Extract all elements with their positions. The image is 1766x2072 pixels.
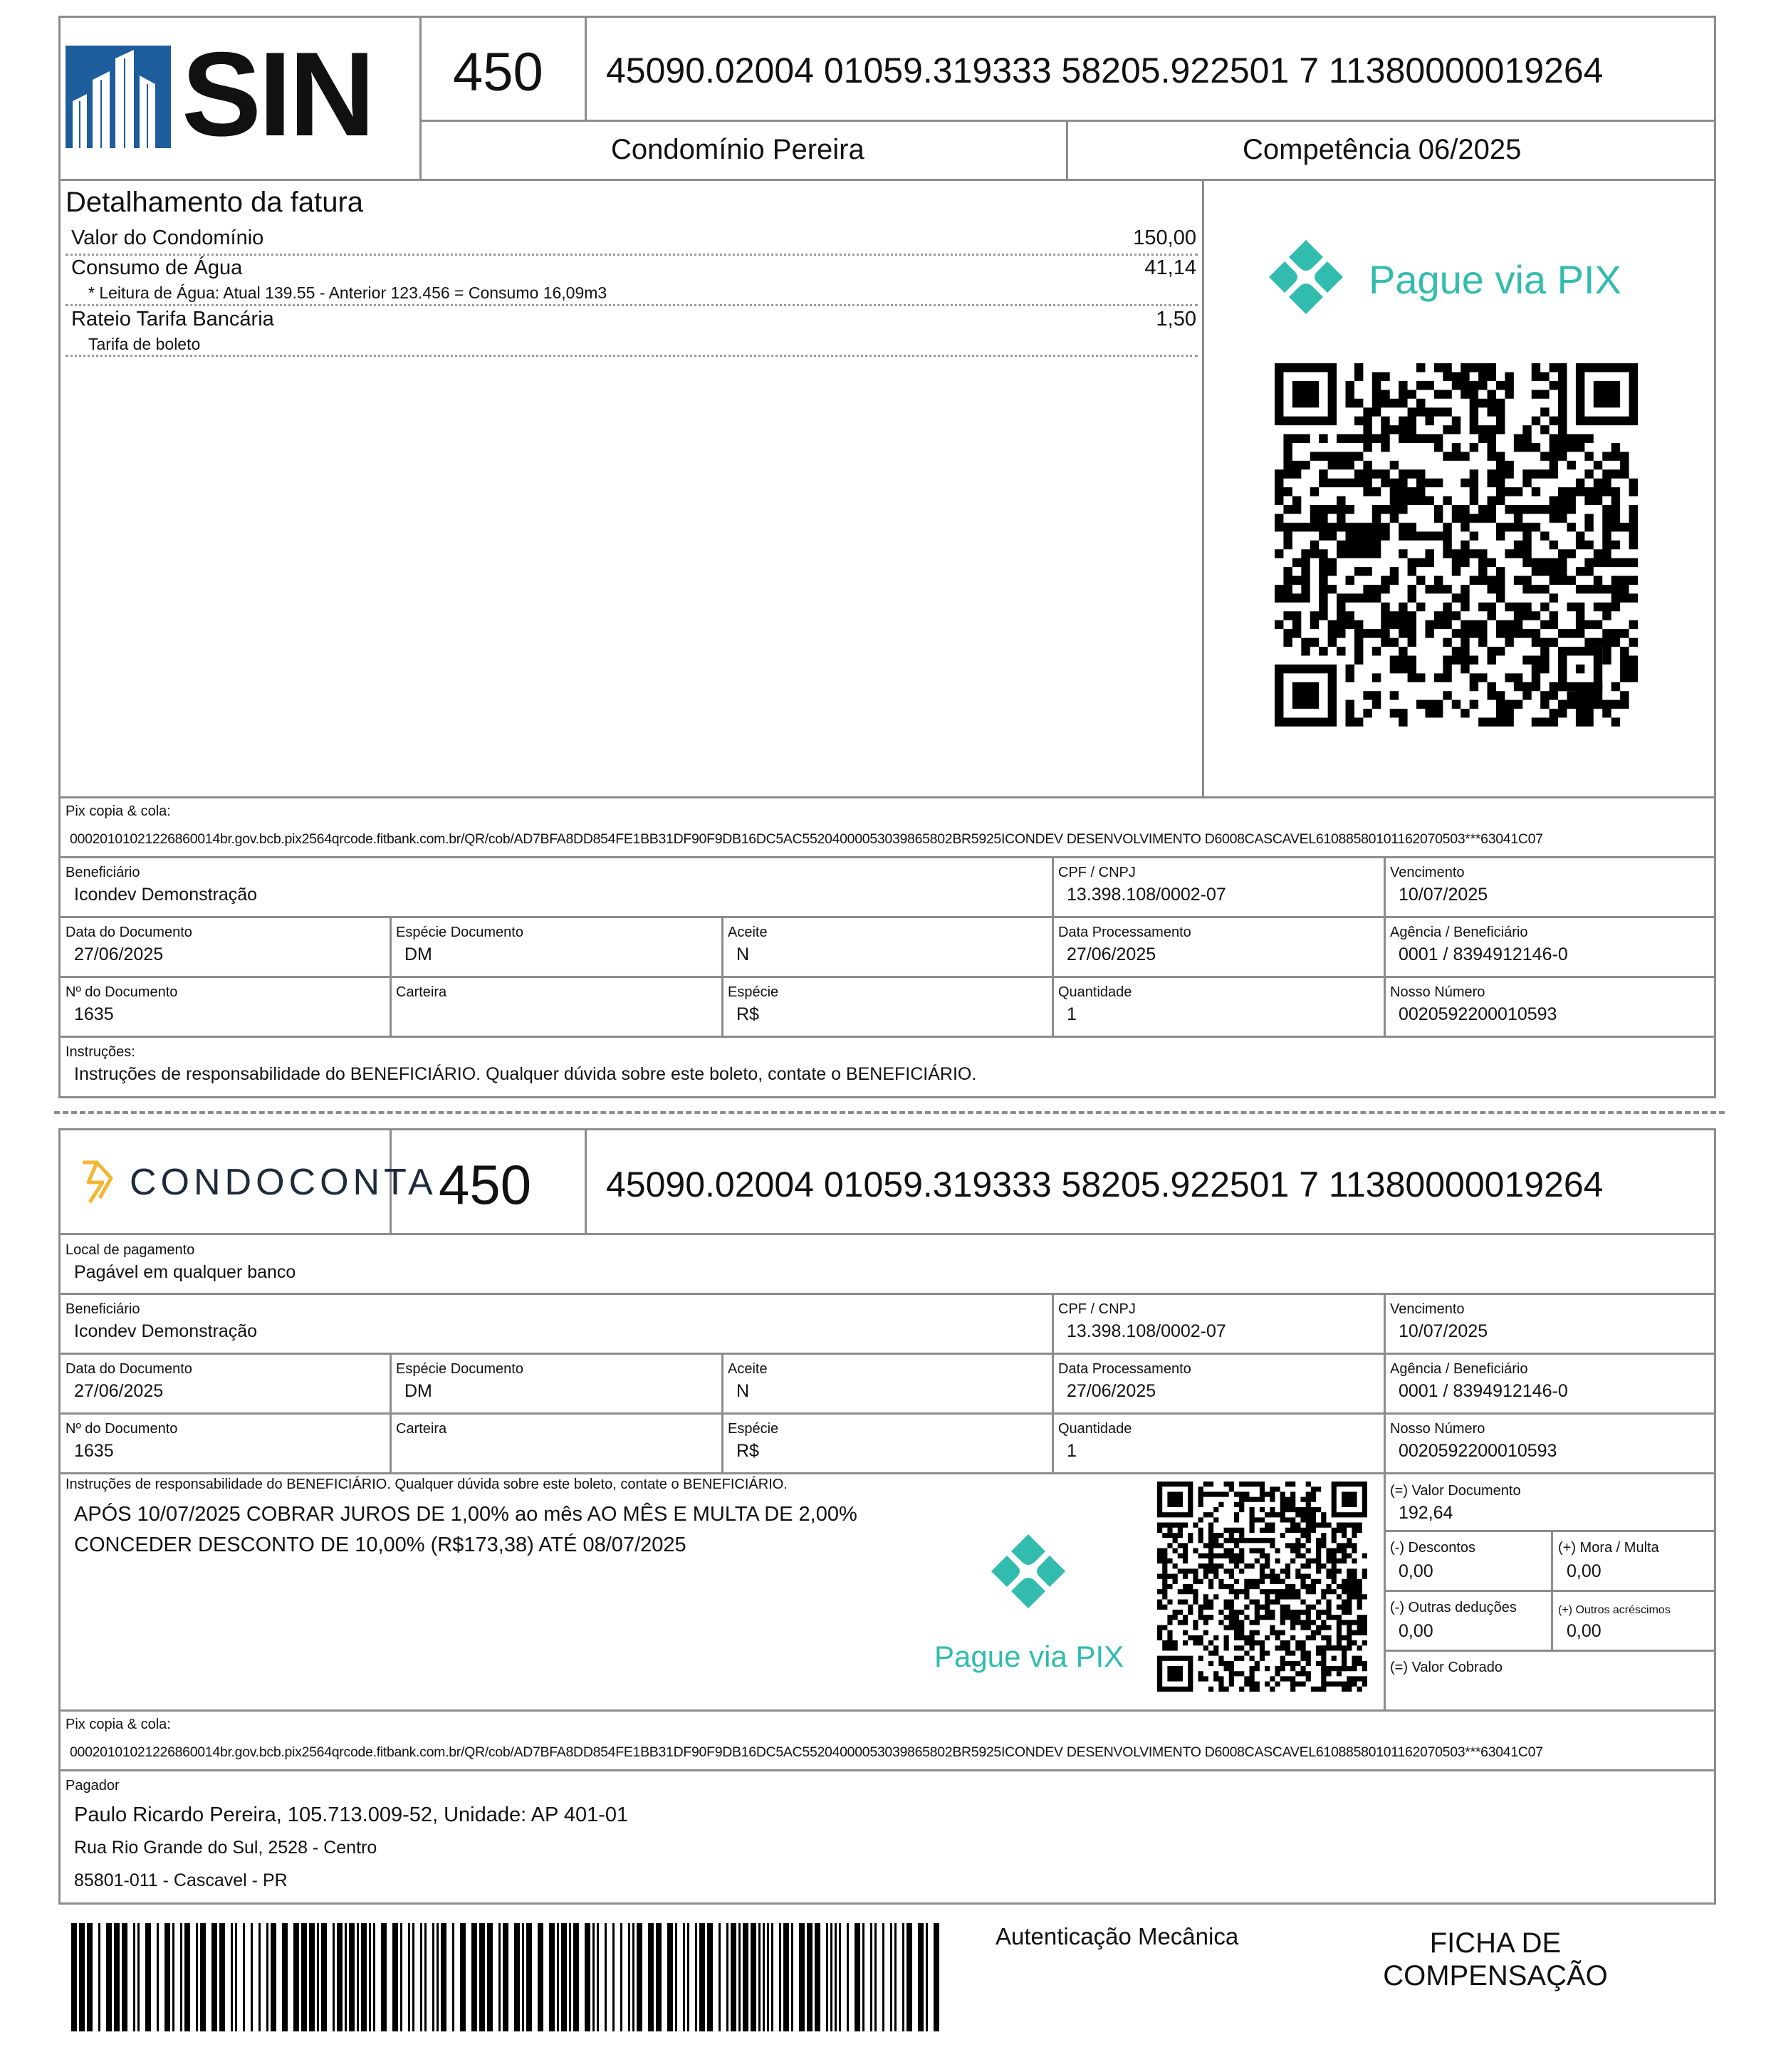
divider <box>58 976 1716 978</box>
fatura-item-value: 41,14 <box>1144 256 1196 279</box>
cpf-value: 13.398.108/0002-07 <box>1067 1321 1226 1341</box>
cpf-label: CPF / CNPJ <box>1058 1301 1136 1317</box>
agencia-label: Agência / Beneficiário <box>1390 1361 1528 1377</box>
outros-acrescimos-value: 0,00 <box>1567 1621 1602 1641</box>
linha-digitavel[interactable]: 45090.02004 01059.319333 58205.922501 7 11380000019264 <box>606 51 1604 90</box>
pix-qr-code[interactable] <box>1275 363 1638 727</box>
divider <box>1052 856 1054 1036</box>
outros-acrescimos-label: (+) Outros acréscimos <box>1558 1604 1671 1616</box>
divider <box>585 1128 587 1234</box>
outras-deducoes-value: 0,00 <box>1399 1621 1433 1641</box>
pagador-label: Pagador <box>66 1778 120 1794</box>
agencia-value: 0001 / 8394912146-0 <box>1399 1381 1568 1401</box>
fatura-item-label: Consumo de Água <box>71 256 243 279</box>
carteira-label: Carteira <box>396 984 447 1000</box>
condoconta-logo-icon <box>77 1157 120 1207</box>
cut-line <box>54 1111 1725 1114</box>
especie-value: R$ <box>736 1441 759 1461</box>
quantidade-value: 1 <box>1067 1004 1077 1024</box>
data-documento-label: Data do Documento <box>66 925 192 940</box>
divider <box>58 1769 1716 1771</box>
divider <box>1384 1530 1716 1532</box>
instrucao-juros: APÓS 10/07/2025 COBRAR JUROS DE 1,00% ao mês AO MÊS E MULTA DE 2,00% <box>74 1503 857 1526</box>
pagador-nome: Paulo Ricardo Pereira, 105.713.009-52, Unidade: AP 401-01 <box>74 1803 629 1826</box>
especie-label: Espécie <box>728 984 779 1000</box>
vencimento-value: 10/07/2025 <box>1399 885 1488 905</box>
fatura-item-label: Valor do Condomínio <box>71 227 264 249</box>
numero-documento-label: Nº do Documento <box>66 984 178 1000</box>
numero-documento-value: 1635 <box>74 1004 114 1024</box>
divider <box>58 916 1716 918</box>
vencimento-value: 10/07/2025 <box>1399 1321 1488 1341</box>
divider <box>721 1353 723 1472</box>
pix-copia-cola-label: Pix copia & cola: <box>66 803 171 819</box>
data-processamento-value: 27/06/2025 <box>1067 1381 1156 1401</box>
divider <box>1384 856 1386 1036</box>
beneficiario-value: Icondev Demonstração <box>74 885 258 905</box>
fatura-title: Detalhamento da fatura <box>66 187 364 218</box>
divider <box>419 16 422 179</box>
divider <box>390 1353 392 1472</box>
fatura-item-value: 1,50 <box>1156 308 1196 330</box>
bank-code: 450 <box>439 1153 532 1216</box>
quantidade-label: Quantidade <box>1058 984 1132 1000</box>
divider <box>58 1412 1716 1415</box>
local-pagamento-value: Pagável em qualquer banco <box>74 1262 296 1282</box>
mora-value: 0,00 <box>1567 1561 1602 1581</box>
condominio-name: Condomínio Pereira <box>611 134 864 165</box>
divider <box>58 1353 1716 1355</box>
pix-copia-cola-code[interactable]: 00020101021226860014br.gov.bcb.pix2564qrcode.fitbank.com.br/QR/cob/AD7BFA8DD854FE1BB31DF90F9DB16DC5AC5520400005303986580​2BR5925ICONDEV DESENVOLVIMENTO D6008CASCAVEL61088580101162070503***63041C07 <box>70 1744 1543 1760</box>
divider <box>721 916 723 1036</box>
pix-logo-icon <box>1266 237 1346 317</box>
fatura-item-value: 150,00 <box>1133 227 1196 249</box>
instrucoes-text: Instruções de responsabilidade do BENEFICIÁRIO. Qualquer dúvida sobre este boleto, contate o BENEFICIÁRIO. <box>74 1064 977 1084</box>
data-processamento-value: 27/06/2025 <box>1067 944 1156 964</box>
local-pagamento-label: Local de pagamento <box>66 1242 195 1258</box>
divider <box>58 1472 1716 1474</box>
agencia-label: Agência / Beneficiário <box>1390 925 1528 940</box>
dotted-divider <box>66 304 1198 306</box>
nosso-numero-value: 0020592200010593 <box>1399 1441 1557 1461</box>
valor-cobrado-label: (=) Valor Cobrado <box>1390 1660 1503 1675</box>
divider <box>1384 1590 1716 1592</box>
ficha-title-line2: COMPENSAÇÃO <box>1383 1960 1608 1992</box>
divider <box>58 856 1716 858</box>
ficha-title-line1: FICHA DE <box>1429 1927 1562 1959</box>
data-documento-value: 27/06/2025 <box>74 1381 164 1401</box>
nosso-numero-label: Nosso Número <box>1390 984 1485 1000</box>
divider <box>58 179 1716 181</box>
linha-digitavel[interactable]: 45090.02004 01059.319333 58205.922501 7 11380000019264 <box>606 1165 1604 1204</box>
divider <box>585 16 587 120</box>
nosso-numero-value: 0020592200010593 <box>1399 1004 1557 1024</box>
divider <box>1384 1650 1716 1652</box>
dotted-divider <box>66 254 1198 256</box>
condoconta-logo-text: CONDOCONTA <box>130 1162 437 1203</box>
data-documento-label: Data do Documento <box>66 1361 192 1377</box>
descontos-label: (-) Descontos <box>1390 1540 1476 1556</box>
beneficiario-label: Beneficiário <box>66 1301 140 1317</box>
pagador-cidade: 85801-011 - Cascavel - PR <box>74 1870 288 1890</box>
especie-documento-label: Espécie Documento <box>396 1361 523 1377</box>
fatura-item-label: Rateio Tarifa Bancária <box>71 308 274 330</box>
carteira-label: Carteira <box>396 1421 447 1437</box>
especie-documento-label: Espécie Documento <box>396 925 523 940</box>
vencimento-label: Vencimento <box>1390 865 1465 880</box>
fatura-item-note: * Leitura de Água: Atual 139.55 - Anterior 123.456 = Consumo 16,09m3 <box>88 283 607 302</box>
divider <box>1066 120 1068 179</box>
pix-logo-icon <box>988 1531 1068 1611</box>
aceite-value: N <box>736 944 750 964</box>
competencia: Competência 06/2025 <box>1243 134 1522 165</box>
quantidade-value: 1 <box>1067 1441 1077 1461</box>
instrucoes-label: Instruções: <box>66 1044 135 1060</box>
divider <box>1551 1530 1553 1650</box>
valor-documento-value: 192,64 <box>1399 1503 1453 1523</box>
beneficiario-label: Beneficiário <box>66 865 140 880</box>
instrucoes-header: Instruções de responsabilidade do BENEFICIÁRIO. Qualquer dúvida sobre este boleto, contate o BENEFICIÁRIO. <box>66 1477 788 1492</box>
autenticacao-mecanica: Autenticação Mecânica <box>996 1923 1239 1949</box>
aceite-value: N <box>736 1381 750 1401</box>
especie-documento-value: DM <box>404 1381 432 1401</box>
pix-label: Pague via PIX <box>1369 257 1621 302</box>
divider <box>390 916 392 1036</box>
descontos-value: 0,00 <box>1399 1561 1433 1581</box>
especie-value: R$ <box>736 1004 759 1024</box>
valor-documento-label: (=) Valor Documento <box>1390 1483 1521 1499</box>
numero-documento-value: 1635 <box>74 1441 114 1461</box>
agencia-value: 0001 / 8394912146-0 <box>1399 944 1568 964</box>
cpf-value: 13.398.108/0002-07 <box>1067 885 1226 905</box>
especie-documento-value: DM <box>404 944 432 964</box>
divider <box>58 796 1716 798</box>
data-documento-value: 27/06/2025 <box>74 944 164 964</box>
pix-qr-code[interactable] <box>1157 1482 1367 1692</box>
pagador-endereco: Rua Rio Grande do Sul, 2528 - Centro <box>74 1838 377 1858</box>
beneficiario-value: Icondev Demonstração <box>74 1321 258 1341</box>
pix-label: Pague via PIX <box>934 1640 1124 1673</box>
cpf-label: CPF / CNPJ <box>1058 865 1136 880</box>
divider <box>58 1709 1716 1712</box>
mora-label: (+) Mora / Multa <box>1558 1540 1659 1556</box>
vencimento-label: Vencimento <box>1390 1301 1465 1317</box>
divider <box>1202 179 1204 797</box>
quantidade-label: Quantidade <box>1058 1421 1132 1437</box>
barcode[interactable] <box>71 1923 944 2031</box>
divider <box>58 1036 1716 1038</box>
aceite-label: Aceite <box>728 925 768 940</box>
divider <box>58 1293 1716 1295</box>
especie-label: Espécie <box>728 1421 779 1437</box>
divider <box>58 1233 1716 1235</box>
sin-logo-text: SIN <box>182 27 373 161</box>
numero-documento-label: Nº do Documento <box>66 1421 178 1437</box>
bank-code: 450 <box>453 42 543 103</box>
nosso-numero-label: Nosso Número <box>1390 1421 1485 1437</box>
fatura-item-note: Tarifa de boleto <box>88 335 201 353</box>
data-processamento-label: Data Processamento <box>1058 1361 1191 1377</box>
pix-copia-cola-code[interactable]: 00020101021226860014br.gov.bcb.pix2564qrcode.fitbank.com.br/QR/cob/AD7BFA8DD854FE1BB31DF90F9DB16DC5AC5520400005303986580​2BR5925ICONDEV DESENVOLVIMENTO D6008CASCAVEL61088580101162070503***63041C07 <box>70 831 1543 847</box>
dotted-divider <box>66 355 1198 357</box>
instrucao-desconto: CONCEDER DESCONTO DE 10,00% (R$173,38) ATÉ 08/07/2025 <box>74 1534 686 1556</box>
pix-copia-cola-label: Pix copia & cola: <box>66 1717 171 1732</box>
divider <box>1384 1293 1386 1709</box>
aceite-label: Aceite <box>728 1361 768 1377</box>
outras-deducoes-label: (-) Outras deduções <box>1390 1600 1517 1615</box>
divider <box>1052 1293 1054 1472</box>
data-processamento-label: Data Processamento <box>1058 925 1191 940</box>
